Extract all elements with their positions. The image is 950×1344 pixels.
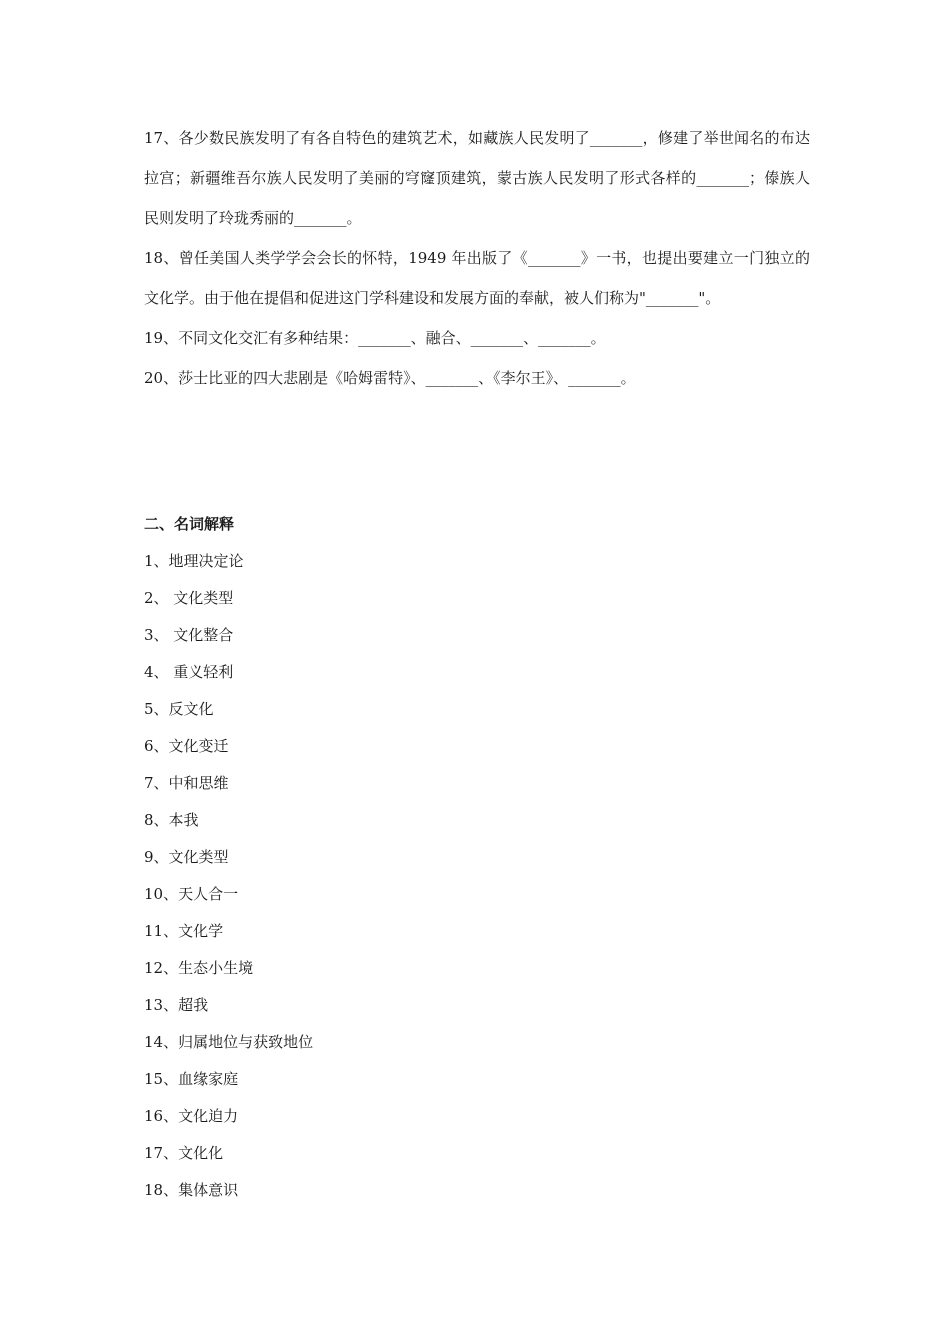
term-list [144,550,313,1216]
page-content [144,118,810,1199]
term-item: 3、 文化整合 [144,626,234,644]
term-item: 7、中和思维 [144,774,229,792]
section-title-term-definitions: 二、名词解释 [144,515,235,533]
term-item: 2、 文化类型 [144,589,234,607]
question-19: 19、不同文化交汇有多种结果：_______、融合、_______、_______。 [144,329,606,347]
question-20: 20、莎士比亚的四大悲剧是《哈姆雷特》、_______、《李尔王》、_______。 [144,369,636,387]
question-18: 18、曾任美国人类学学会会长的怀特，1949 年出版了《_______》一书，也提出要建立一门独立的文化学。由于他在提倡和促进这门学科建设和发展方面的奉献，被人们称为"_______"。 [144,249,810,307]
term-item: 17、文化化 [144,1144,224,1162]
term-item: 1、地理决定论 [144,552,244,570]
term-item: 15、血缘家庭 [144,1070,239,1088]
term-item: 4、 重义轻利 [144,663,234,681]
term-item: 5、反文化 [144,700,214,718]
fill-in-questions [144,118,810,398]
term-item: 12、生态小生境 [144,959,254,977]
term-item: 18、集体意识 [144,1181,239,1199]
term-item: 9、文化类型 [144,848,229,866]
question-17: 17、各少数民族发明了有各自特色的建筑艺术，如藏族人民发明了_______，修建了举世闻名的布达拉宫；新疆维吾尔族人民发明了美丽的穹窿顶建筑，蒙古族人民发明了形式各样的_______；傣族人民则发明了玲珑秀丽的_______。 [144,129,810,227]
term-item: 13、超我 [144,996,209,1014]
term-item: 6、文化变迁 [144,737,229,755]
term-item: 11、文化学 [144,922,224,940]
term-item: 14、归属地位与获致地位 [144,1033,314,1051]
term-item: 10、天人合一 [144,885,239,903]
term-item: 8、本我 [144,811,199,829]
term-item: 16、文化迫力 [144,1107,239,1125]
